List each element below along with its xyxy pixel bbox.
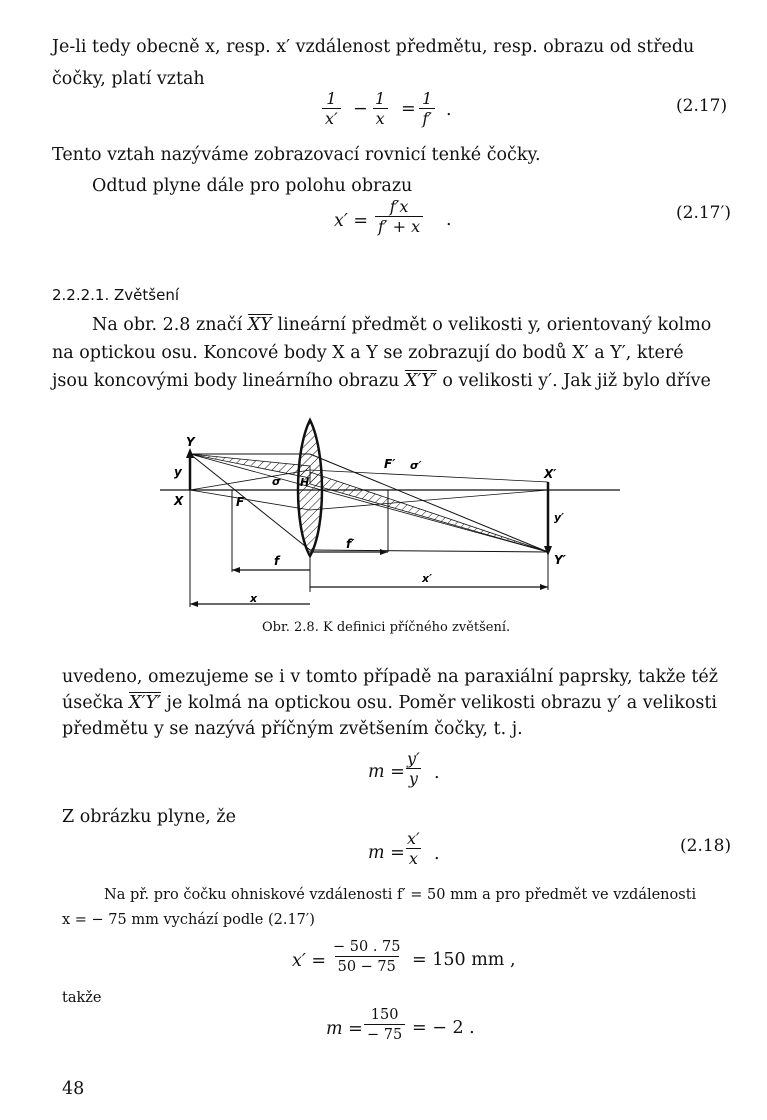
- numerator: 1: [326, 89, 337, 108]
- equation-lhs: m =: [368, 762, 405, 782]
- fraction: [330, 938, 404, 977]
- equation-lhs: m =: [326, 1019, 363, 1039]
- label-Yp: Y′: [554, 553, 566, 567]
- text-line: [52, 370, 711, 392]
- text-line: Odtud plyne dále pro polohu obrazu: [92, 176, 413, 196]
- equation-rhs: = 150 mm ,: [412, 950, 516, 970]
- fraction: [404, 830, 423, 869]
- equation-lhs: m =: [368, 843, 405, 863]
- numerator: f′x: [389, 197, 409, 216]
- denominator: x: [373, 108, 388, 129]
- arrowhead: [232, 567, 240, 573]
- section-heading: [52, 286, 179, 304]
- text-line: Je-li tedy obecně x, resp. x′ vzdálenost předmětu, resp. obrazu od středu: [52, 37, 695, 57]
- period: .: [434, 763, 440, 783]
- text-line: [62, 692, 717, 714]
- equals-sign: =: [401, 99, 416, 119]
- denominator: f′ + x: [375, 216, 423, 237]
- arrowhead: [380, 549, 388, 555]
- equation-lhs: x′ =: [292, 951, 327, 971]
- label-yp: y′: [554, 511, 565, 524]
- lens-diagram: [160, 412, 630, 612]
- arrowhead: [190, 601, 198, 607]
- ray-bundle: [190, 454, 310, 478]
- equation-lhs: x′ =: [334, 211, 369, 231]
- fraction: [419, 90, 435, 129]
- equation-number: (2.18): [680, 836, 732, 856]
- arrowhead: [540, 584, 548, 590]
- equation-number: (2.17′): [676, 203, 731, 223]
- text-line: [92, 314, 711, 336]
- numerator: y′: [407, 749, 420, 768]
- text-line: Na př. pro čočku ohniskové vzdálenosti f′ = 50 mm a pro předmět ve vzdálenosti: [104, 887, 697, 903]
- period: .: [446, 100, 452, 120]
- period: .: [446, 210, 452, 230]
- section-number: 2.2.2.1.: [52, 286, 110, 304]
- denominator: x: [406, 848, 421, 869]
- text-run: úsečka: [62, 693, 130, 713]
- label-y: y: [174, 465, 182, 479]
- ray: [310, 470, 548, 482]
- numerator: − 50 . 75: [333, 939, 401, 955]
- text-line: uvedeno, omezujeme se i v tomto případě na paraxiální paprsky, takže též: [62, 667, 718, 687]
- equation-number: (2.17): [676, 96, 728, 116]
- denominator: x′: [322, 108, 341, 129]
- text-line: Tento vztah nazýváme zobrazovací rovnicí tenké čočky.: [52, 145, 541, 165]
- label-xp: x′: [422, 572, 432, 585]
- label-f: f: [274, 554, 280, 568]
- minus-sign: −: [353, 99, 368, 119]
- label-fp: f′: [346, 537, 355, 551]
- segment-label: $\overline{XY}$: [247, 315, 272, 335]
- label-F: F: [236, 495, 245, 509]
- text-run: lineární předmět o velikosti y, orientovaný kolmo: [271, 315, 712, 335]
- label-Xp: X′: [544, 467, 557, 481]
- numerator: 1: [375, 89, 386, 108]
- denominator: 50 − 75: [335, 956, 399, 977]
- label-Y: Y: [186, 435, 195, 449]
- label-X: X: [174, 494, 184, 508]
- label-x: x: [250, 592, 258, 605]
- text-run: jsou koncovými body lineárního obrazu: [52, 371, 405, 391]
- numerator: 1: [422, 89, 433, 108]
- ray: [190, 470, 310, 490]
- segment-label: X′Y′: [404, 371, 437, 391]
- text-line: takže: [62, 990, 102, 1006]
- numerator: 150: [370, 1007, 399, 1023]
- label-sigmap: σ′: [410, 459, 422, 472]
- segment-label: X′Y′: [129, 693, 161, 713]
- text-line: na optickou osu. Koncové body X a Y se zobrazují do bodů X′ a Y′, které: [52, 343, 684, 363]
- ray: [190, 490, 310, 510]
- denominator: f′: [419, 108, 435, 129]
- label-Fp: F′: [384, 457, 396, 471]
- text-run: Na obr. 2.8 značí: [92, 315, 248, 335]
- figure-caption: Obr. 2.8. K definici příčného zvětšení.: [262, 620, 511, 635]
- page-number: 48: [62, 1079, 85, 1099]
- text-line: Z obrázku plyne, že: [62, 807, 236, 827]
- text-run: o velikosti y′. Jak již bylo dříve: [436, 371, 711, 391]
- fraction: [364, 1006, 405, 1045]
- text-line: předmětu y se nazývá příčným zvětšením čočky, t. j.: [62, 719, 523, 739]
- fraction: [375, 198, 423, 237]
- section-title: Zvětšení: [114, 286, 180, 304]
- text-line: čočky, platí vztah: [52, 69, 205, 89]
- denominator: − 75: [364, 1024, 405, 1045]
- label-H: H: [300, 476, 310, 489]
- numerator: x′: [407, 829, 420, 848]
- fraction: [372, 90, 388, 129]
- label-sigma: σ: [272, 475, 281, 488]
- text-run: je kolmá na optickou osu. Poměr velikosti obrazu y′ a velikosti: [160, 693, 717, 713]
- text-line: x = − 75 mm vychází podle (2.17′): [62, 912, 315, 928]
- fraction: [322, 90, 341, 129]
- denominator: y: [406, 768, 421, 789]
- equation-rhs: = − 2 .: [412, 1018, 475, 1038]
- fraction: [404, 750, 423, 789]
- period: .: [434, 844, 440, 864]
